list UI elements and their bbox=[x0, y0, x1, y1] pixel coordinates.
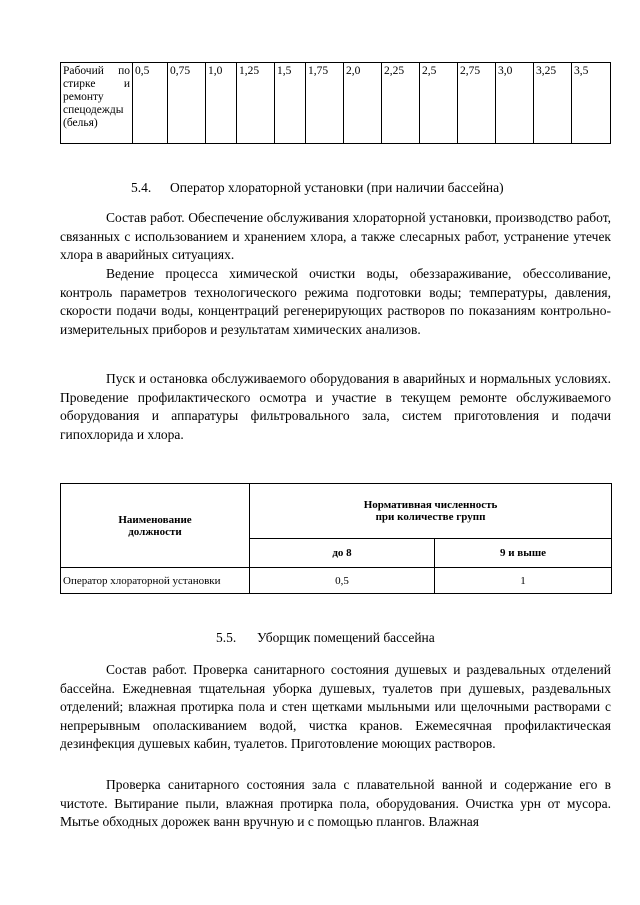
subheader-up-to-8: до 8 bbox=[250, 539, 435, 568]
rate-cell: 3,0 bbox=[496, 63, 534, 144]
subheader-9-and-more: 9 и выше bbox=[435, 539, 612, 568]
rate-cell: 2,5 bbox=[420, 63, 458, 144]
paragraph: Состав работ. Проверка санитарного состояния душевых и раздевальных отделений бассейна. Ежедневная тщательная уборка душевых, туалетов при душевых, раздевальных отделений; влажная протирка пола и стен щетками мыльными или щелочными растворами с непрерывным ополаскиванием водой, чистка кранов. Ежемесячная профилактическая дезинфекция душевых кабин, туалетов. Приготовление моющих растворов. bbox=[60, 662, 611, 751]
rate-cell: 1,75 bbox=[306, 63, 344, 144]
section-title: Оператор хлораторной установки (при наличии бассейна) bbox=[170, 180, 504, 195]
position-header: Наименование должности bbox=[61, 484, 250, 568]
norm-table bbox=[60, 483, 612, 594]
rate-cell: 1,25 bbox=[237, 63, 275, 144]
rate-cell: 2,75 bbox=[458, 63, 496, 144]
section-title: Уборщик помещений бассейна bbox=[257, 630, 435, 645]
rate-cell: 0,5 bbox=[133, 63, 168, 144]
rate-cell: 0,75 bbox=[168, 63, 206, 144]
section-heading-5-4 bbox=[131, 180, 504, 196]
paragraph: Пуск и остановка обслуживаемого оборудования в аварийных и нормальных условиях. Проведение профилактического осмотра и участие в текущем ремонте обслуживаемого оборудования и аппаратуры фильтровального зала, систем приготовления и подачи гипохлорида и хлора. bbox=[60, 371, 611, 442]
section-heading-5-5 bbox=[216, 630, 435, 646]
paragraph: Ведение процесса химической очистки воды, обеззараживание, обессоливание, контроль параметров технологического режима подготовки воды; температуры, давления, скорости подачи воды, концентраций регенерирующих растворов по показаниям контрольно-измерительных приборов и результатам химических анализов. bbox=[60, 266, 611, 337]
rate-row bbox=[61, 63, 611, 144]
paragraph: Состав работ. Обеспечение обслуживания хлораторной установки, производство работ, связанных с использованием и хранением хлора, а также слесарных работ, устранение утечек хлора в аварийных ситуациях. bbox=[60, 210, 611, 262]
section-number: 5.4. bbox=[131, 180, 152, 195]
paragraph: Проверка санитарного состояния зала с плавательной ванной и содержание его в чистоте. Вытирание пыли, влажная протирка пола, оборудования. Очистка урн от мусора. Мытье обходных дорожек ванн вручную и с помощью плангов. Влажная bbox=[60, 777, 611, 829]
section-number: 5.5. bbox=[216, 630, 237, 645]
rate-table bbox=[60, 62, 611, 144]
rate-cell: 3,5 bbox=[572, 63, 611, 144]
norm-value: 1 bbox=[435, 568, 612, 594]
rate-row-label: Рабочий по стирке и ремонту спецодежды (белья) bbox=[61, 63, 133, 144]
group-header: Нормативная численность при количестве групп bbox=[250, 484, 612, 539]
position-name: Оператор хлораторной установки bbox=[61, 568, 250, 594]
rate-cell: 2,0 bbox=[344, 63, 382, 144]
rate-cell: 2,25 bbox=[382, 63, 420, 144]
norm-value: 0,5 bbox=[250, 568, 435, 594]
rate-cell: 1,0 bbox=[206, 63, 237, 144]
norm-data-row bbox=[61, 568, 612, 594]
rate-cell: 1,5 bbox=[275, 63, 306, 144]
rate-cell: 3,25 bbox=[534, 63, 572, 144]
norm-header-row bbox=[61, 484, 612, 539]
